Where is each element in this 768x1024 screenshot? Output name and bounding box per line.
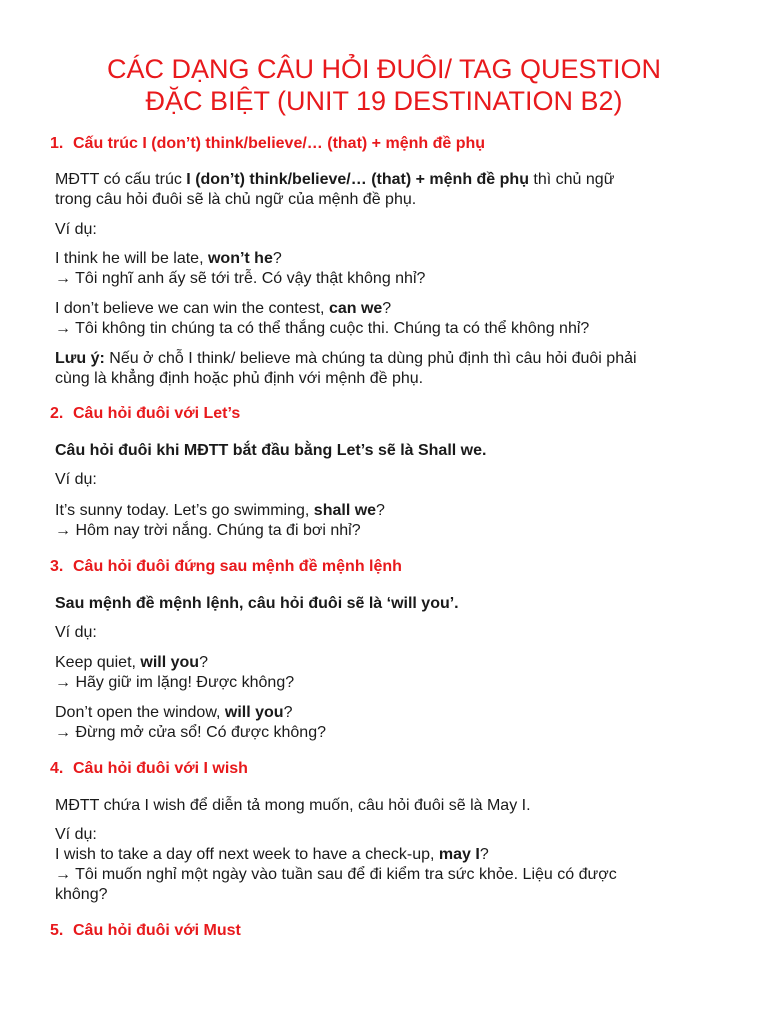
section-number: 1. [50,135,64,152]
tag-question: can we [328,300,383,317]
example-vietnamese: → Đừng mở cửa sổ! Có được không? [55,724,326,741]
example-1 [55,249,735,289]
title-line-2: ĐẶC BIỆT (UNIT 19 DESTINATION B2) [145,86,623,116]
example-1 [55,501,735,541]
section-1-note [55,349,735,389]
intro-text: MĐTT có cấu trúc [55,171,187,188]
tag-question: shall we [313,502,377,519]
intro-line-1 [55,170,735,190]
example-english [55,501,735,521]
section-1-intro [55,170,735,210]
example-english [55,703,735,723]
example-1 [55,845,735,905]
example-text: ? [272,250,282,267]
section-heading-text: Câu hỏi đuôi đứng sau mệnh đề mệnh lệnh [73,558,402,575]
intro-text: Câu hỏi đuôi khi MĐTT bắt đầu bằng Let’s sẽ là Shall we. [55,442,487,459]
example-vietnamese: → Tôi không tin chúng ta có thể thắng cuộc thi. Chúng ta có thể không nhỉ? [55,320,590,337]
section-number: 5. [50,922,64,939]
example-text: I don’t believe we can win the contest, [55,300,329,317]
example-label: Ví dụ: [55,471,97,488]
example-text: ? [199,654,208,671]
example-text: ? [479,846,489,863]
example-vietnamese-line-2: không? [55,886,108,903]
example-text: ? [376,502,385,519]
tag-question: will you [140,654,200,671]
section-heading-text: Câu hỏi đuôi với I wish [73,760,248,777]
section-heading-text: Cấu trúc I (don’t) think/believe/… (that) + mệnh đề phụ [73,135,486,152]
example-text: Don’t open the window, [55,704,225,721]
example-text: ? [382,300,392,317]
section-2-intro [55,441,735,461]
intro-text: Sau mệnh đề mệnh lệnh, câu hỏi đuôi sẽ là ‘will you’. [55,595,459,612]
example-label: Ví dụ: [55,624,97,641]
tag-question: will you [224,704,284,721]
example-2 [55,703,735,743]
note-line-2: cùng là khẳng định hoặc phủ định với mệnh đề phụ. [55,370,424,387]
tag-question: won’t he [207,250,273,267]
section-5-heading [50,921,241,941]
note-label: Lưu ý: [55,350,105,367]
section-number: 3. [50,558,64,575]
intro-text: thì chủ ngữ [528,171,615,188]
example-vietnamese: → Hãy giữ im lặng! Được không? [55,674,295,691]
example-label: Ví dụ: [55,221,97,238]
example-text: I think he will be late, [55,250,208,267]
section-2-heading [50,404,240,424]
example-1 [55,653,735,693]
intro-line-2: trong câu hỏi đuôi sẽ là chủ ngữ của mệnh đề phụ. [55,191,417,208]
example-text: It’s sunny today. Let’s go swimming, [55,502,314,519]
section-heading-text: Câu hỏi đuôi với Let’s [73,405,241,422]
example-text: ? [283,704,293,721]
section-heading-text: Câu hỏi đuôi với Must [73,922,241,939]
example-2 [55,299,735,339]
example-text: I wish to take a day off next week to have a check-up, [55,846,439,863]
section-4-intro: MĐTT chứa I wish để diễn tả mong muốn, câu hỏi đuôi sẽ là May I. [55,797,531,814]
example-label: Ví dụ: [55,826,97,843]
note-line-1 [55,349,735,369]
section-3-heading [50,557,402,577]
example-text: Keep quiet, [55,654,141,671]
title-line-1: CÁC DẠNG CÂU HỎI ĐUÔI/ TAG QUESTION [106,54,662,84]
example-english [55,249,735,269]
example-english [55,845,735,865]
intro-structure: I (don’t) think/believe/… (that) + mệnh đề phụ [186,171,529,188]
section-4-heading [50,759,248,779]
example-vietnamese-line-1: → Tôi muốn nghỉ một ngày vào tuần sau để đi kiểm tra sức khỏe. Liệu có được [55,866,617,883]
section-number: 4. [50,760,64,777]
example-english [55,653,735,673]
example-vietnamese: → Hôm nay trời nắng. Chúng ta đi bơi nhỉ? [55,522,361,539]
section-1-heading [50,134,485,154]
document-title [0,53,768,117]
note-text: Nếu ở chỗ I think/ believe mà chúng ta dùng phủ định thì câu hỏi đuôi phải [104,350,637,367]
section-3-intro [55,594,735,614]
example-english [55,299,735,319]
section-number: 2. [50,405,64,422]
example-vietnamese: → Tôi nghĩ anh ấy sẽ tới trễ. Có vậy thật không nhỉ? [55,270,426,287]
tag-question: may I [438,846,480,863]
